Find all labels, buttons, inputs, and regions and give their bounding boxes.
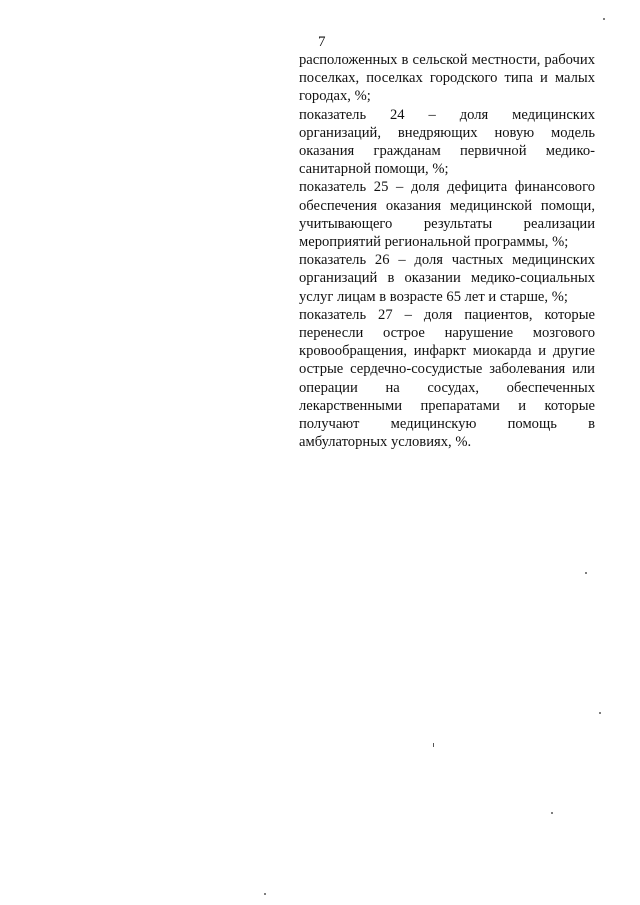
scan-speck [603, 18, 605, 20]
scan-speck [599, 712, 601, 714]
scan-speck [264, 893, 266, 895]
scan-speck [551, 812, 553, 814]
paragraph-continuation: расположенных в сельской местности, рабочих поселках, поселках городского типа и малых городах, %; [299, 52, 595, 105]
paragraph-indicator-26: показатель 26 – доля частных медицинских организаций в оказании медико-социальных услуг лицам в возрасте 65 лет и старше, %; [299, 252, 595, 305]
body-text [299, 51, 595, 451]
paragraph-indicator-27: показатель 27 – доля пациентов, которые перенесли острое нарушение мозгового кровообращения, инфаркт миокарда и другие острые сердечно-сосудистые заболевания или операции на сосудах, обеспеченных лекарственными препаратами и которые получают медицинскую помощь в амбулаторных условиях, %. [299, 306, 595, 451]
scan-speck [585, 572, 587, 574]
paragraph-indicator-24: показатель 24 – доля медицинских организаций, внедряющих новую модель оказания гражданам первичной медико-санитарной помощи, %; [299, 106, 595, 178]
scan-speck [433, 743, 434, 747]
paragraph-indicator-25: показатель 25 – доля дефицита финансового обеспечения оказания медицинской помощи, учитывающего результаты реализации мероприятий региональной программы, %; [299, 179, 595, 251]
page-number: 7 [318, 34, 326, 50]
